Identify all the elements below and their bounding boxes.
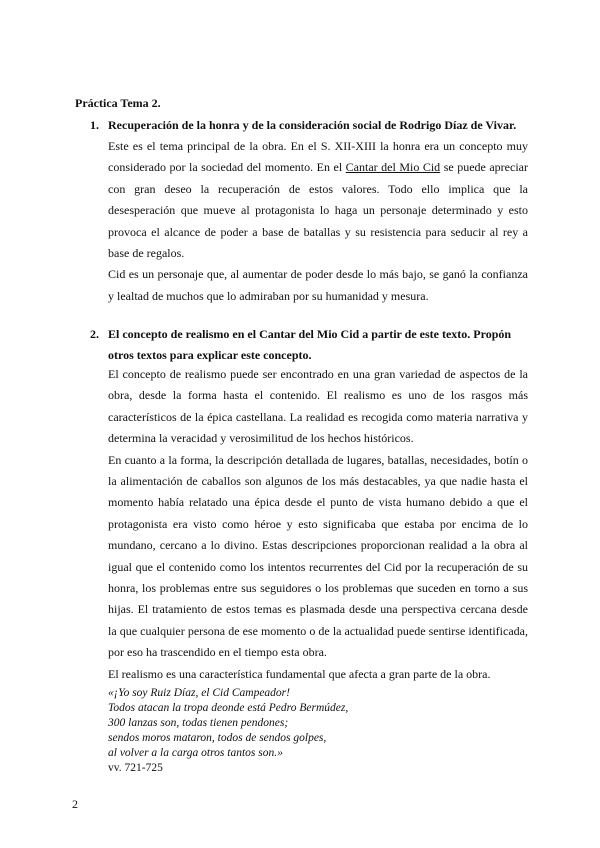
paragraph: El concepto de realismo puede ser encontrado en una gran variedad de aspectos de la obra, desde la forma hasta el contenido. El realismo es uno de los rasgos más característicos de la épica castellana. La realidad es recogida como materia narrativa y determina la veracidad y verosimilitud de los hechos históricos. (108, 367, 528, 446)
work-title-link: Cantar del Mio Cid (345, 160, 441, 175)
paragraph (108, 136, 528, 264)
paragraph: Cid es un personaje que, al aumentar de poder desde lo más bajo, se ganó la confianza y lealtad de muchos que lo admiraban por su humanidad y mesura. (108, 267, 528, 303)
section-body (108, 364, 528, 776)
section-number: 2. (90, 327, 99, 341)
verse-line-text: al volver a la carga otros tantos son.» (108, 747, 283, 760)
verse-line (108, 746, 528, 776)
paragraph-text: se puede apreciar con gran deseo la recuperación de estos valores. Todo ello implica que la desesperación que mueve al protagonista lo haga un personaje determinado y esto provoca el alcance de poder a base de batallas y su resistencia para seducir al rey a base de regalos. (108, 160, 528, 261)
section-number: 1. (90, 118, 99, 132)
paragraph: En cuanto a la forma, la descripción detallada de lugares, batallas, necesidades, botín o la alimentación de caballos son algunos de los más destacables, ya que nadie hasta el momento había relatado una épica desde el punto de vista humano debido a que el protagonista era visto como héroe y esto significaba que estaba por encima de lo mundano, cercano a lo divino. Estas descripciones proporcionan realidad a la obra al igual que el contenido como los intentos recurrentes del Cid por la recuperación de su honra, los problemas entre sus seguidores o los problemas que suceden en torno a sus hijas. El tratamiento de estos temas es plasmada desde una perspectiva cercana desde la que cualquier persona de ese momento o de la actualidad puede sentirse identificada, por eso ha trascendido en el tiempo esta obra. (108, 452, 528, 660)
verse-line: «¡Yo soy Ruiz Díaz, el Cid Campeador! (108, 687, 290, 700)
verse-line: Todos atacan la tropa deonde está Pedro Bermúdez, (108, 702, 349, 715)
paragraph-text: Este es el tema principal de la obra. En el S. XII-XIII la honra era un concepto muy considerado por la sociedad del momento. En el (108, 139, 528, 175)
verse-quote (108, 686, 528, 776)
verse-line: sendos moros mataron, todos de sendos golpes, (108, 732, 327, 745)
page-number: 2 (72, 797, 78, 811)
verse-reference: vv. 721-725 (108, 762, 163, 775)
section-heading: El concepto de realismo en el Cantar del Mio Cid a partir de este texto. Propón otros textos para explicar este concepto. (108, 327, 512, 362)
section-heading: Recuperación de la honra y de la consideración social de Rodrigo Díaz de Vivar. (108, 118, 517, 132)
paragraph: El realismo es una característica fundamental que afecta a gran parte de la obra. (108, 666, 491, 681)
verse-line: 300 lanzas son, todas tienen pendones; (108, 717, 289, 730)
document-title: Práctica Tema 2. (75, 96, 161, 110)
section-body (108, 136, 528, 307)
